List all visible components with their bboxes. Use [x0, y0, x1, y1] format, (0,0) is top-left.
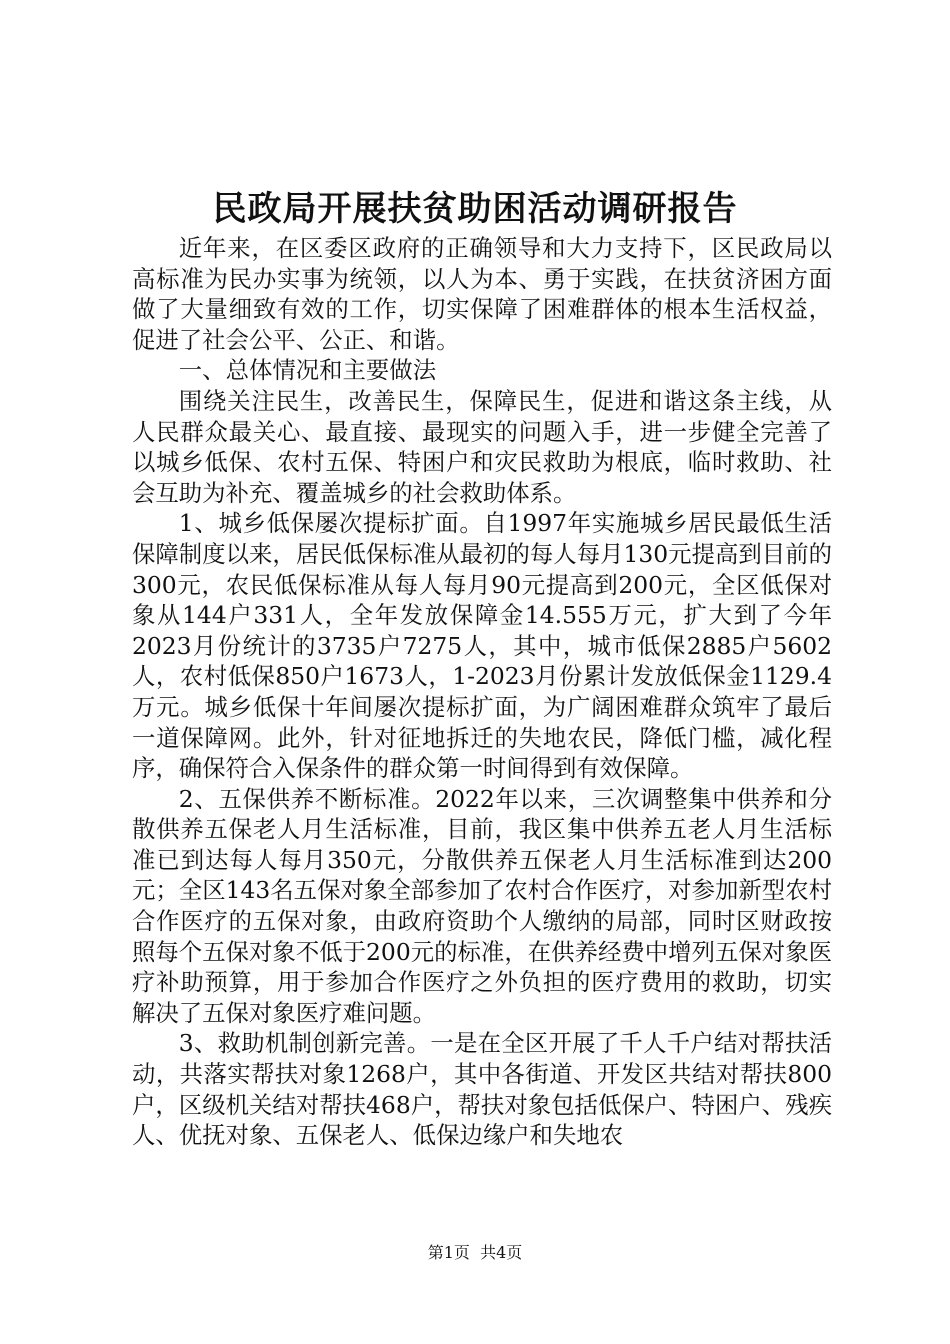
page-number-label: 第1页 共4页 [427, 1243, 523, 1262]
page-footer [0, 1242, 950, 1264]
paragraph-intro: 近年来，在区委区政府的正确领导和大力支持下，区民政局以高标准为民办实事为统领，以人为本、勇于实践，在扶贫济困方面做了大量细致有效的工作，切实保障了困难群体的根本生活权益，促进了社会公平、公正、和谐。 [132, 234, 832, 354]
document-title: 民政局开展扶贫助困活动调研报告 [212, 189, 738, 229]
paragraph-item-3: 3、救助机制创新完善。一是在全区开展了千人千户结对帮扶活动，共落实帮扶对象1268户，其中各街道、开发区共结对帮扶800户，区级机关结对帮扶468户，帮扶对象包括低保户、特困户、残疾人、优抚对象、五保老人、低保边缘户和失地农 [132, 1029, 832, 1150]
paragraph-item-2: 2、五保供养不断标准。2022年以来，三次调整集中供养和分散供养五保老人月生活标准，目前，我区集中供养五老人月生活标准已到达每人每月350元，分散供养五保老人月生活标准到达200元；全区143名五保对象全部参加了农村合作医疗，对参加新型农村合作医疗的五保对象，由政府资助个人缴纳的局部，同时区财政按照每个五保对象不低于200元的标准，在供养经费中增列五保对象医疗补助预算，用于参加合作医疗之外负担的医疗费用的救助，切实解决了五保对象医疗难问题。 [132, 784, 832, 1027]
section-heading: 一、总体情况和主要做法 [178, 356, 437, 385]
paragraph-item-1: 1、城乡低保屡次提标扩面。自1997年实施城乡居民最低生活保障制度以来，居民低保标准从最初的每人每月130元提高到目前的300元，农民低保标准从每人每月90元提高到200元，全区低保对象从144户331人，全年发放保障金14.555万元，扩大到了今年2023月份统计的3735户7275人，其中，城市低保2885户5602人，农村低保850户1673人，1-2023月份累计发放低保金1129.4万元。城乡低保十年间屡次提标扩面，为广阔困难群众筑牢了最后一道保障网。此外，针对征地拆迁的失地农民，降低门槛，减化程序，确保符合入保条件的群众第一时间得到有效保障。 [132, 509, 832, 783]
document-body [132, 233, 832, 1151]
paragraph-overview: 围绕关注民生，改善民生，保障民生，促进和谐这条主线，从人民群众最关心、最直接、最现实的问题入手，进一步健全完善了以城乡低保、农村五保、特困户和灾民救助为根底，临时救助、社会互助为补充、覆盖城乡的社会救助体系。 [132, 386, 832, 507]
